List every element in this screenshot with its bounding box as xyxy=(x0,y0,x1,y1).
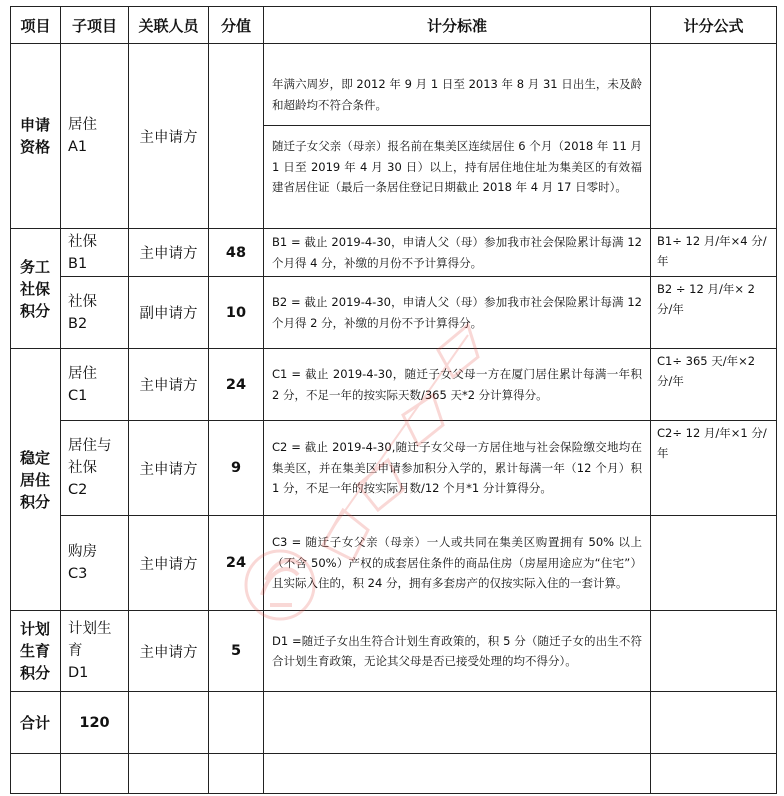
points-b2: 10 xyxy=(209,277,264,349)
table-row-empty xyxy=(11,754,777,794)
header-row xyxy=(11,7,777,44)
points-c1: 24 xyxy=(209,349,264,421)
category-stable-residence: 稳定 居住 积分 xyxy=(11,349,61,611)
person-c2: 主申请方 xyxy=(129,421,209,516)
formula-b2: B2 ÷ 12 月/年× 2 分/年 xyxy=(651,277,777,349)
person-c1: 主申请方 xyxy=(129,349,209,421)
table-row-d1 xyxy=(11,611,777,692)
points-a1 xyxy=(209,44,264,229)
points-table xyxy=(10,6,777,794)
formula-c3 xyxy=(651,516,777,611)
criteria-b2: B2 = 截止 2019-4-30，申请人父（母）参加我市社会保险累计每满 12 个月得 2 分，补缴的月份不予计算得分。 xyxy=(264,277,651,349)
empty-cell xyxy=(651,754,777,794)
formula-d1 xyxy=(651,611,777,692)
empty-cell xyxy=(209,692,264,754)
total-label: 合计 xyxy=(11,692,61,754)
subitem-d1: 计划生 育 D1 xyxy=(61,611,129,692)
criteria-c3: C3 = 随迁子女父亲（母亲）一人或共同在集美区购置拥有 50% 以上（不含 50%）产权的成套居住条件的商品住房（房屋用途应为“住宅”） 且实际入住的，积 24 分，拥有多套房产的仅按实际入住的一套计算。 xyxy=(264,516,651,611)
subitem-b2: 社保 B2 xyxy=(61,277,129,349)
points-c3: 24 xyxy=(209,516,264,611)
table-row-b1 xyxy=(11,229,777,277)
formula-c2: C2÷ 12 月/年×1 分/年 xyxy=(651,421,777,516)
person-c3: 主申请方 xyxy=(129,516,209,611)
criteria-a1-age: 年满六周岁，即 2012 年 9 月 1 日至 2013 年 8 月 31 日出生，未及龄和超龄均不符合条件。 xyxy=(272,77,642,112)
formula-b1: B1÷ 12 月/年×4 分/年 xyxy=(651,229,777,277)
criteria-divider xyxy=(264,125,650,126)
formula-c1: C1÷ 365 天/年×2 分/年 xyxy=(651,349,777,421)
points-d1: 5 xyxy=(209,611,264,692)
table-row-c1 xyxy=(11,349,777,421)
subitem-c2: 居住与 社保 C2 xyxy=(61,421,129,516)
points-b1: 48 xyxy=(209,229,264,277)
table-row-a1 xyxy=(11,44,777,229)
empty-cell xyxy=(61,754,129,794)
header-subitem: 子项目 xyxy=(61,7,129,44)
subitem-a1: 居住 A1 xyxy=(61,44,129,229)
header-person: 关联人员 xyxy=(129,7,209,44)
header-criteria: 计分标准 xyxy=(264,7,651,44)
criteria-c1: C1 = 截止 2019-4-30，随迁子女父母一方在厦门居住累计每满一年积 2 分，不足一年的按实际天数/365 天*2 分计算得分。 xyxy=(264,349,651,421)
formula-a1 xyxy=(651,44,777,229)
table-row-total xyxy=(11,692,777,754)
table-row-c2 xyxy=(11,421,777,516)
subitem-c1: 居住 C1 xyxy=(61,349,129,421)
empty-cell xyxy=(129,754,209,794)
criteria-a1-residence: 随迁子女父亲（母亲）报名前在集美区连续居住 6 个月（2018 年 11 月 1 日至 2019 年 4 月 30 日）以上，持有居住地住址为集美区的有效福建省居住证（最后一条居住登记日期截止 2018 年 4 月 17 日零时）。 xyxy=(272,139,642,195)
person-b2: 副申请方 xyxy=(129,277,209,349)
header-project: 项目 xyxy=(11,7,61,44)
criteria-c2: C2 = 截止 2019-4-30,随迁子女父母一方居住地与社会保险缴交地均在集美区，并在集美区申请参加积分入学的，累计每满一年（12 个月）积 1 分，不足一年的按实际月数/12 个月*1 分计算得分。 xyxy=(264,421,651,516)
header-formula: 计分公式 xyxy=(651,7,777,44)
total-value: 120 xyxy=(61,692,129,754)
criteria-b1: B1 = 截止 2019-4-30，申请人父（母）参加我市社会保险累计每满 12 个月得 4 分，补缴的月份不予计算得分。 xyxy=(264,229,651,277)
category-family-planning: 计划 生育 积分 xyxy=(11,611,61,692)
person-b1: 主申请方 xyxy=(129,229,209,277)
criteria-d1: D1 =随迁子女出生符合计划生育政策的，积 5 分（随迁子女的出生不符合计划生育政策，无论其父母是否已接受处理的均不得分）。 xyxy=(264,611,651,692)
empty-cell xyxy=(651,692,777,754)
empty-cell xyxy=(264,692,651,754)
category-social-security: 务工 社保 积分 xyxy=(11,229,61,349)
empty-cell xyxy=(129,692,209,754)
criteria-a1 xyxy=(264,44,651,229)
empty-cell xyxy=(264,754,651,794)
empty-cell xyxy=(209,754,264,794)
empty-cell xyxy=(11,754,61,794)
category-eligibility: 申请 资格 xyxy=(11,44,61,229)
subitem-c3: 购房 C3 xyxy=(61,516,129,611)
header-points: 分值 xyxy=(209,7,264,44)
table-row-c3 xyxy=(11,516,777,611)
points-c2: 9 xyxy=(209,421,264,516)
subitem-b1: 社保 B1 xyxy=(61,229,129,277)
person-d1: 主申请方 xyxy=(129,611,209,692)
table-row-b2 xyxy=(11,277,777,349)
person-a1: 主申请方 xyxy=(129,44,209,229)
